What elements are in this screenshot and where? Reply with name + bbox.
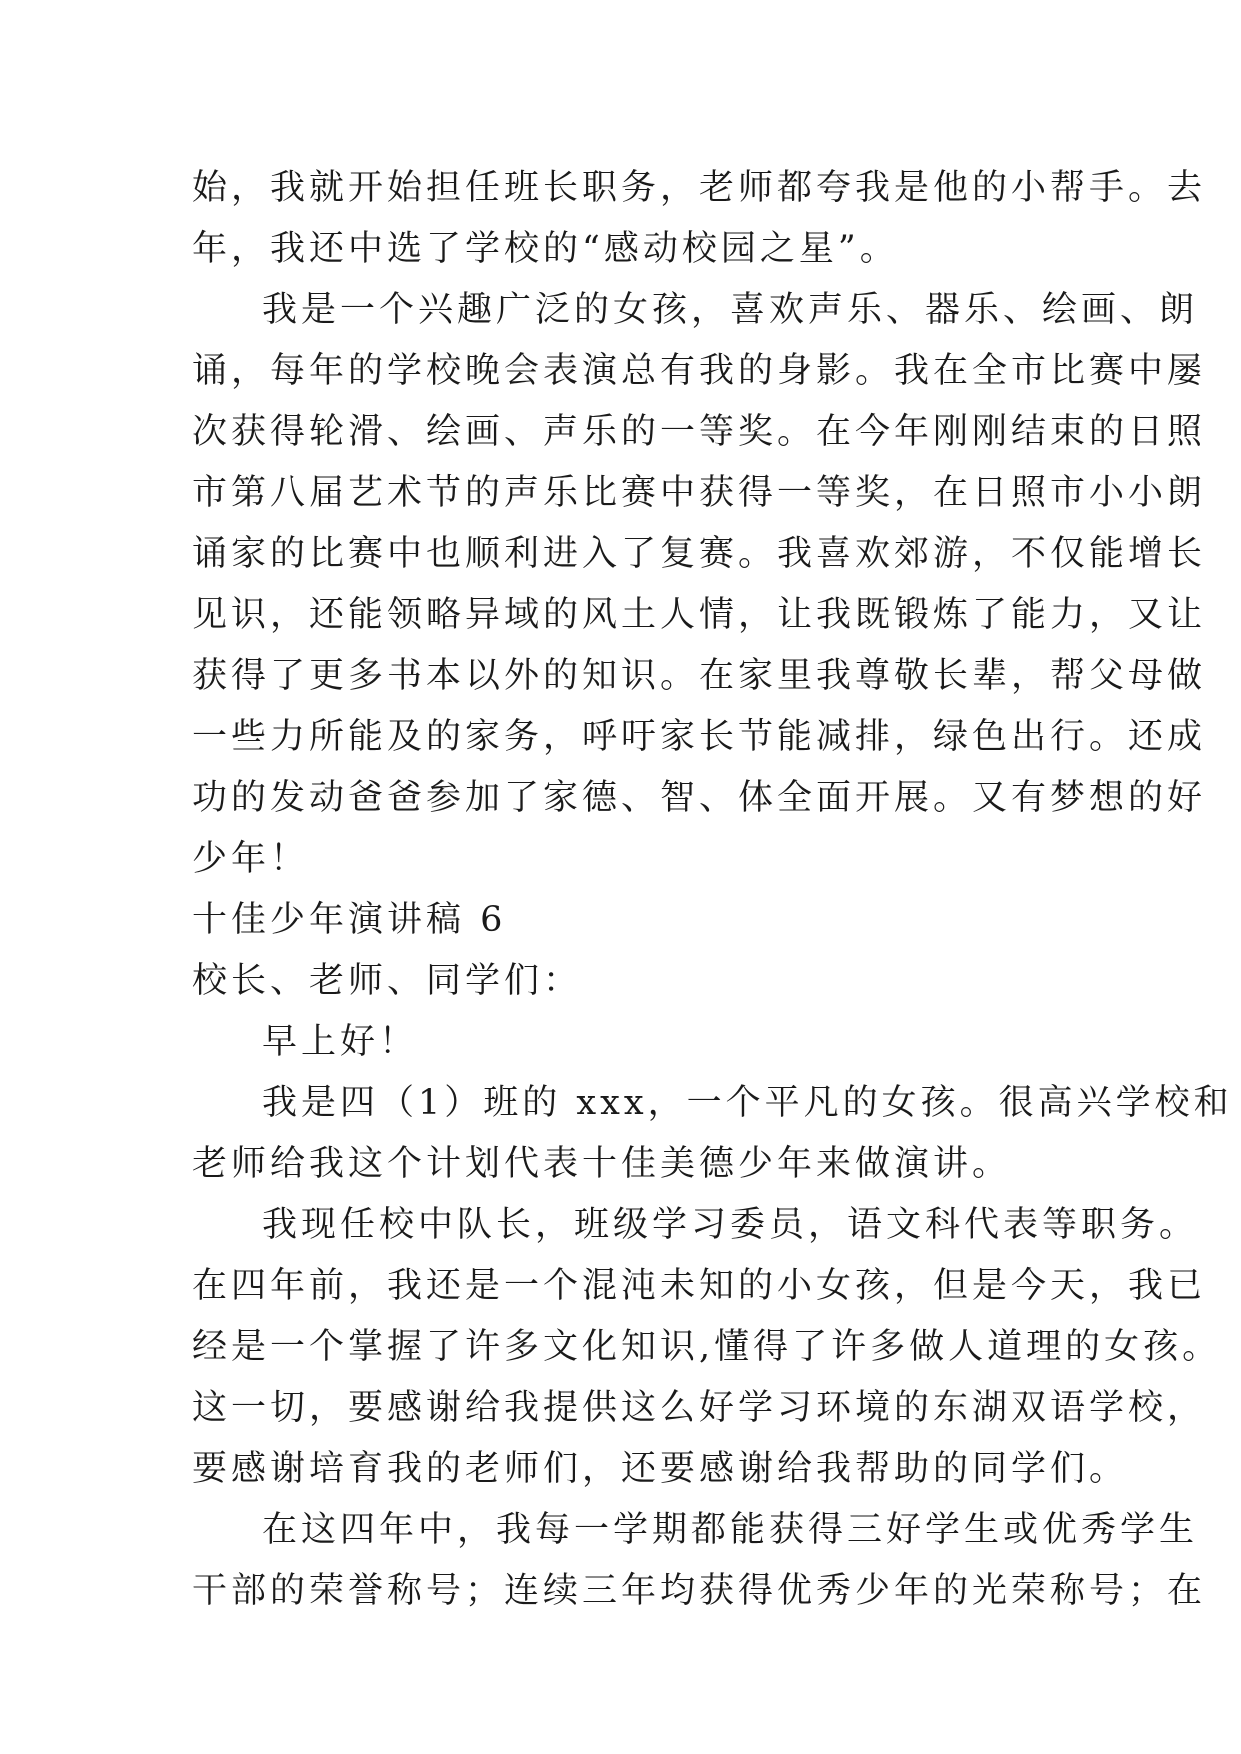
paragraph-intro [192, 1073, 1233, 1195]
text-line: 功的发动爸爸参加了家德、智、体全面开展。又有梦想的好 [192, 778, 1207, 818]
text-line: 我是四（1）班的 xxx，一个平凡的女孩。很高兴学校和 [262, 1083, 1233, 1123]
document-body [192, 158, 1233, 1622]
text-line: 始，我就开始担任班长职务，老师都夸我是他的小帮手。去 [192, 168, 1207, 208]
text-line: 见识，还能领略异域的风土人情，让我既锻炼了能力，又让 [192, 595, 1207, 635]
text-line: 早上好！ [262, 1022, 419, 1062]
greeting [192, 1012, 1052, 1073]
text-line: 要感谢培育我的老师们，还要感谢给我帮助的同学们。 [192, 1449, 1129, 1489]
text-line: 经是一个掌握了许多文化知识,懂得了许多做人道理的女孩。 [192, 1327, 1222, 1367]
text-line: 在这四年中，我每一学期都能获得三好学生或优秀学生 [262, 1510, 1199, 1550]
paragraph-1 [192, 158, 1207, 280]
salutation [192, 951, 1052, 1012]
text-line: 次获得轮滑、绘画、声乐的一等奖。在今年刚刚结束的日照 [192, 412, 1207, 452]
paragraph-roles [192, 1195, 1222, 1500]
paragraph-honors [192, 1500, 1207, 1622]
text-line: 获得了更多书本以外的知识。在家里我尊敬长辈，帮父母做 [192, 656, 1207, 696]
paragraph-2 [192, 280, 1207, 890]
text-line: 这一切，要感谢给我提供这么好学习环境的东湖双语学校， [192, 1388, 1207, 1428]
section-title [192, 890, 1052, 951]
text-line: 我现任校中队长，班级学习委员，语文科代表等职务。 [262, 1205, 1199, 1245]
text-line: 我是一个兴趣广泛的女孩，喜欢声乐、器乐、绘画、朗 [262, 290, 1199, 330]
text-line: 少年！ [192, 839, 310, 879]
text-line: 诵家的比赛中也顺利进入了复赛。我喜欢郊游，不仅能增长 [192, 534, 1207, 574]
text-line: 老师给我这个计划代表十佳美德少年来做演讲。 [192, 1144, 1012, 1184]
text-line: 一些力所能及的家务，呼吁家长节能减排，绿色出行。还成 [192, 717, 1207, 757]
text-line: 十佳少年演讲稿 6 [192, 900, 507, 940]
text-line: 干部的荣誉称号；连续三年均获得优秀少年的光荣称号；在 [192, 1571, 1207, 1611]
text-line: 在四年前，我还是一个混沌未知的小女孩，但是今天，我已 [192, 1266, 1207, 1306]
text-line: 诵，每年的学校晚会表演总有我的身影。我在全市比赛中屡 [192, 351, 1207, 391]
text-line: 校长、老师、同学们： [192, 961, 583, 1001]
text-line: 市第八届艺术节的声乐比赛中获得一等奖，在日照市小小朗 [192, 473, 1207, 513]
text-line: 年，我还中选了学校的“感动校园之星”。 [192, 229, 899, 269]
